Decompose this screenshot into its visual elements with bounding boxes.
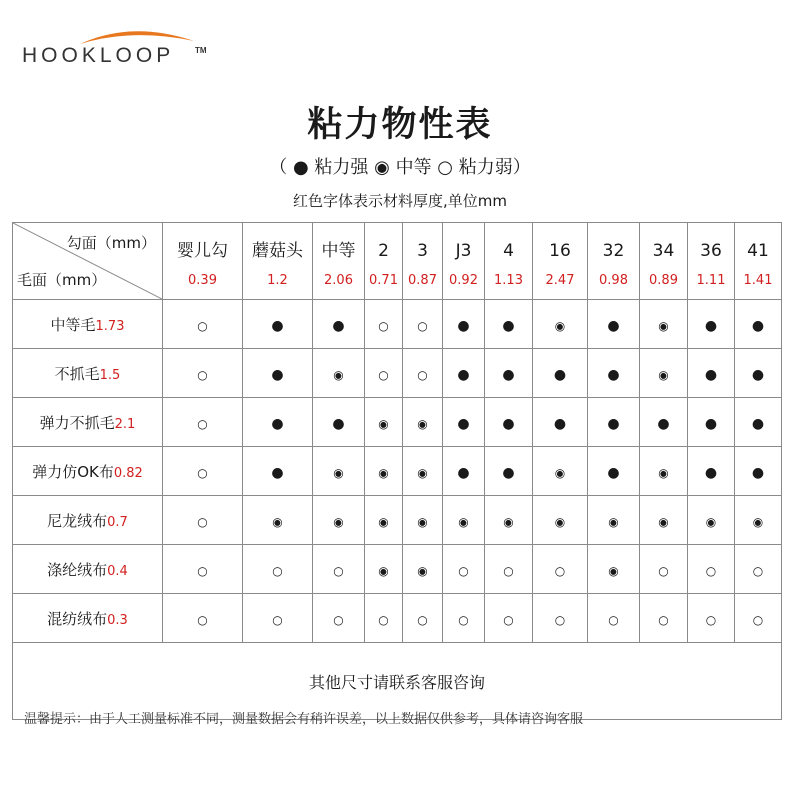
rating-strong-icon: ●: [704, 366, 718, 383]
rating-weak-icon: ○: [705, 612, 717, 627]
rating-weak-icon: ○: [608, 612, 619, 627]
rating-weak-icon: ○: [333, 563, 344, 578]
column-thickness: 0.71: [369, 273, 398, 288]
rating-cell: [533, 594, 588, 643]
rating-cell: [735, 447, 782, 496]
rating-weak-icon: ○: [458, 563, 469, 578]
row-material-name: 弹力仿OK布: [32, 462, 114, 481]
rating-cell: [163, 398, 243, 447]
table-row: [13, 545, 782, 594]
rating-cell: [485, 300, 533, 349]
rating-medium-icon: ◉: [608, 514, 619, 529]
table-header-row: [13, 223, 782, 300]
row-label: [13, 545, 163, 594]
rating-cell: [243, 300, 313, 349]
table-row: [13, 496, 782, 545]
rating-medium-icon: ◉: [554, 514, 566, 529]
rating-strong-icon: ●: [607, 317, 620, 334]
rating-weak-icon: ○: [197, 416, 208, 431]
rating-weak-icon: ○: [554, 563, 566, 578]
rating-cell: [533, 398, 588, 447]
rating-cell: [313, 398, 365, 447]
rating-cell: [588, 349, 640, 398]
rating-cell: [533, 349, 588, 398]
column-thickness: 0.89: [649, 273, 678, 288]
rating-weak-icon: ○: [333, 612, 344, 627]
rating-cell: [243, 398, 313, 447]
rating-cell: [403, 545, 443, 594]
rating-cell: [243, 349, 313, 398]
row-thickness: 1.73: [95, 318, 125, 334]
rating-cell: [588, 594, 640, 643]
rating-strong-icon: ●: [751, 366, 765, 383]
column-thickness: 0.39: [188, 273, 217, 288]
rating-strong-icon: ●: [457, 464, 470, 481]
rating-strong-icon: ●: [704, 317, 718, 334]
rating-medium-icon: ◉: [378, 563, 389, 578]
column-header: [163, 223, 243, 300]
column-name: 16: [549, 241, 571, 261]
rating-cell: [365, 300, 403, 349]
rating-cell: [365, 594, 403, 643]
rating-cell: [313, 349, 365, 398]
rating-weak-icon: ○: [417, 367, 428, 382]
column-header: [533, 223, 588, 300]
rating-weak-icon: ○: [554, 612, 566, 627]
column-thickness: 2.06: [324, 273, 353, 288]
rating-cell: [640, 300, 688, 349]
rating-cell: [403, 594, 443, 643]
rating-cell: [735, 545, 782, 594]
rating-strong-icon: ●: [553, 415, 567, 432]
row-material-name: 不抓毛: [54, 364, 100, 383]
rating-cell: [443, 300, 485, 349]
rating-cell: [403, 398, 443, 447]
brand-logo: [22, 22, 207, 67]
rating-cell: [735, 300, 782, 349]
rating-medium-icon: ◉: [417, 563, 428, 578]
row-label: [13, 496, 163, 545]
rating-cell: [485, 594, 533, 643]
rating-strong-icon: ●: [332, 317, 345, 334]
rating-cell: [485, 447, 533, 496]
table-row: [13, 300, 782, 349]
rating-weak-icon: ○: [705, 563, 717, 578]
rating-medium-icon: ◉: [417, 465, 428, 480]
column-header: [313, 223, 365, 300]
column-header: [365, 223, 403, 300]
rating-medium-icon: ◉: [417, 416, 428, 431]
rating-cell: [163, 300, 243, 349]
rating-cell: [403, 349, 443, 398]
rating-weak-icon: ○: [417, 612, 428, 627]
rating-cell: [313, 447, 365, 496]
rating-strong-icon: ●: [502, 317, 515, 334]
rating-strong-icon: ●: [657, 415, 670, 432]
rating-cell: [163, 349, 243, 398]
rating-strong-icon: ●: [502, 464, 515, 481]
rating-medium-icon: ◉: [333, 367, 344, 382]
column-header: [243, 223, 313, 300]
rating-medium-icon: ◉: [554, 318, 566, 333]
rating-cell: [443, 594, 485, 643]
rating-strong-icon: ●: [607, 415, 620, 432]
rating-weak-icon: ○: [197, 318, 208, 333]
rating-cell: [688, 594, 735, 643]
rating-cell: [640, 349, 688, 398]
rating-strong-icon: ●: [704, 464, 718, 481]
loop-side-label: 毛面（mm）: [17, 271, 107, 289]
rating-cell: [365, 496, 403, 545]
rating-medium-icon: ◉: [417, 514, 428, 529]
rating-cell: [443, 496, 485, 545]
column-name: 蘑菇头: [252, 241, 303, 261]
rating-cell: [735, 496, 782, 545]
rating-medium-icon: ◉: [705, 514, 717, 529]
rating-cell: [588, 398, 640, 447]
column-name: 中等: [321, 241, 356, 261]
rating-cell: [243, 545, 313, 594]
column-name: 36: [700, 241, 722, 261]
rating-cell: [640, 545, 688, 594]
rating-cell: [243, 594, 313, 643]
rating-weak-icon: ○: [197, 465, 208, 480]
rating-strong-icon: ●: [457, 317, 470, 334]
rating-medium-icon: ◉: [658, 465, 669, 480]
column-header: [485, 223, 533, 300]
rating-strong-icon: ●: [271, 464, 284, 481]
rating-weak-icon: ○: [197, 514, 208, 529]
rating-medium-icon: ◉: [272, 514, 283, 529]
row-material-name: 尼龙绒布: [47, 511, 108, 530]
rating-cell: [688, 447, 735, 496]
rating-strong-icon: ●: [553, 366, 567, 383]
rating-cell: [163, 447, 243, 496]
rating-weak-icon: ○: [378, 612, 389, 627]
rating-cell: [688, 398, 735, 447]
column-name: 34: [652, 241, 675, 261]
rating-weak-icon: ○: [752, 612, 764, 627]
rating-strong-icon: ●: [751, 415, 765, 432]
rating-strong-icon: ●: [271, 366, 284, 383]
column-name: 32: [602, 241, 625, 261]
column-thickness: 1.13: [494, 273, 523, 288]
column-header: [735, 223, 782, 300]
rating-cell: [533, 545, 588, 594]
row-label: [13, 398, 163, 447]
column-header: [640, 223, 688, 300]
page-title: 粘力物性表: [307, 105, 493, 145]
table-corner-cell: [13, 223, 163, 300]
rating-medium-icon: ◉: [658, 514, 669, 529]
rating-strong-icon: ●: [704, 415, 718, 432]
rating-cell: [640, 496, 688, 545]
rating-cell: [688, 496, 735, 545]
row-material-name: 涤纶绒布: [47, 560, 108, 579]
legend: （ ● 粘力强 ◉ 中等 ○ 粘力弱）: [269, 157, 531, 178]
rating-cell: [533, 496, 588, 545]
rating-weak-icon: ○: [197, 563, 208, 578]
column-thickness: 0.87: [408, 273, 437, 288]
hook-side-label: 勾面（mm）: [66, 234, 156, 252]
table-row: [13, 447, 782, 496]
rating-cell: [443, 545, 485, 594]
rating-cell: [485, 349, 533, 398]
rating-cell: [365, 349, 403, 398]
rating-weak-icon: ○: [752, 563, 764, 578]
rating-weak-icon: ○: [417, 318, 428, 333]
rating-strong-icon: ●: [751, 317, 765, 334]
contact-note: 其他尺寸请联系客服咨询: [13, 643, 782, 720]
rating-strong-icon: ●: [607, 464, 620, 481]
rating-cell: [443, 447, 485, 496]
rating-cell: [443, 398, 485, 447]
row-thickness: 1.5: [99, 367, 121, 383]
rating-cell: [163, 496, 243, 545]
rating-cell: [640, 398, 688, 447]
rating-medium-icon: ◉: [378, 514, 389, 529]
column-name: 4: [503, 241, 514, 261]
rating-cell: [365, 398, 403, 447]
rating-weak-icon: ○: [197, 367, 208, 382]
row-material-name: 中等毛: [50, 315, 96, 334]
rating-cell: [588, 496, 640, 545]
table-row: [13, 349, 782, 398]
column-name: 婴儿勾: [177, 241, 228, 261]
rating-strong-icon: ●: [751, 464, 765, 481]
column-thickness: 1.11: [696, 273, 726, 288]
rating-medium-icon: ◉: [503, 514, 514, 529]
rating-medium-icon: ◉: [554, 465, 566, 480]
rating-weak-icon: ○: [658, 563, 669, 578]
row-material-name: 弹力不抓毛: [39, 413, 115, 432]
rating-cell: [485, 398, 533, 447]
rating-cell: [735, 398, 782, 447]
rating-medium-icon: ◉: [658, 367, 669, 382]
rating-cell: [443, 349, 485, 398]
rating-cell: [533, 300, 588, 349]
rating-cell: [163, 545, 243, 594]
column-thickness: 1.2: [267, 273, 288, 288]
rating-weak-icon: ○: [503, 612, 514, 627]
rating-cell: [485, 545, 533, 594]
row-label: [13, 447, 163, 496]
column-thickness: 2.47: [545, 273, 575, 288]
rating-cell: [365, 545, 403, 594]
rating-cell: [688, 300, 735, 349]
column-thickness: 0.92: [449, 273, 478, 288]
rating-strong-icon: ●: [502, 366, 515, 383]
row-label: [13, 300, 163, 349]
rating-strong-icon: ●: [457, 415, 470, 432]
rating-weak-icon: ○: [458, 612, 469, 627]
rating-strong-icon: ●: [271, 317, 284, 334]
rating-cell: [163, 594, 243, 643]
rating-medium-icon: ◉: [378, 465, 389, 480]
rating-cell: [403, 300, 443, 349]
rating-weak-icon: ○: [197, 612, 208, 627]
rating-weak-icon: ○: [658, 612, 669, 627]
rating-cell: [403, 447, 443, 496]
rating-weak-icon: ○: [378, 367, 389, 382]
rating-cell: [735, 349, 782, 398]
table-row: [13, 398, 782, 447]
column-name: J3: [455, 241, 472, 261]
rating-cell: [313, 300, 365, 349]
row-thickness: 0.4: [107, 563, 128, 579]
disclaimer-tip: 温馨提示：由于人工测量标准不同，测量数据会有稍许误差，以上数据仅供参考，具体请咨询客服: [24, 712, 584, 727]
rating-strong-icon: ●: [502, 415, 515, 432]
rating-cell: [243, 496, 313, 545]
rating-cell: [588, 447, 640, 496]
rating-cell: [313, 496, 365, 545]
rating-weak-icon: ○: [378, 318, 389, 333]
row-thickness: 2.1: [114, 416, 136, 432]
column-header: [443, 223, 485, 300]
rating-strong-icon: ●: [332, 415, 345, 432]
column-header: [588, 223, 640, 300]
rating-weak-icon: ○: [272, 612, 283, 627]
rating-cell: [313, 545, 365, 594]
rating-cell: [403, 496, 443, 545]
rating-cell: [640, 447, 688, 496]
rating-cell: [365, 447, 403, 496]
rating-cell: [640, 594, 688, 643]
row-thickness: 0.7: [107, 514, 128, 530]
row-material-name: 混纺绒布: [47, 609, 108, 628]
rating-medium-icon: ◉: [333, 514, 344, 529]
table-row: [13, 594, 782, 643]
rating-strong-icon: ●: [457, 366, 470, 383]
column-name: 3: [417, 241, 428, 261]
column-header: [403, 223, 443, 300]
rating-cell: [735, 594, 782, 643]
rating-weak-icon: ○: [272, 563, 283, 578]
thickness-note: 红色字体表示材料厚度,单位mm: [293, 192, 507, 210]
column-thickness: 1.41: [743, 273, 773, 288]
rating-cell: [688, 545, 735, 594]
column-name: 2: [378, 241, 389, 261]
rating-cell: [485, 496, 533, 545]
adhesion-table: [12, 222, 782, 720]
rating-weak-icon: ○: [503, 563, 514, 578]
rating-cell: [688, 349, 735, 398]
rating-medium-icon: ◉: [752, 514, 764, 529]
rating-cell: [313, 594, 365, 643]
row-label: [13, 594, 163, 643]
rating-cell: [588, 545, 640, 594]
rating-strong-icon: ●: [271, 415, 284, 432]
row-thickness: 0.82: [113, 465, 143, 481]
column-header: [688, 223, 735, 300]
rating-medium-icon: ◉: [608, 563, 619, 578]
row-thickness: 0.3: [107, 612, 128, 628]
row-label: [13, 349, 163, 398]
trademark-mark: TM: [195, 46, 207, 55]
rating-medium-icon: ◉: [658, 318, 669, 333]
rating-cell: [243, 447, 313, 496]
column-name: 41: [747, 241, 769, 261]
rating-medium-icon: ◉: [378, 416, 389, 431]
brand-name: HOOKLOOP: [22, 44, 175, 67]
rating-medium-icon: ◉: [458, 514, 469, 529]
rating-cell: [588, 300, 640, 349]
rating-medium-icon: ◉: [333, 465, 344, 480]
column-thickness: 0.98: [599, 273, 628, 288]
rating-cell: [533, 447, 588, 496]
rating-strong-icon: ●: [607, 366, 620, 383]
